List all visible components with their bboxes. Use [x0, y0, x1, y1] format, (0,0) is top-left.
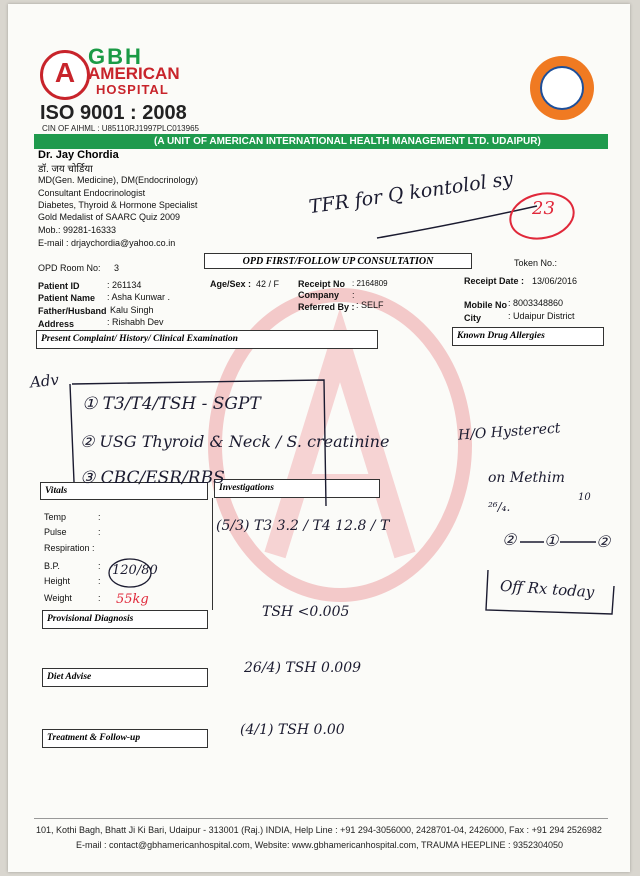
mobile-label: Mobile No [464, 300, 507, 310]
doctor-email: E-mail : drjaychordia@yahoo.co.in [38, 238, 176, 248]
brand-line-3: HOSPITAL [96, 82, 169, 97]
address-value: : Rishabh Dev [107, 317, 164, 327]
handwritten-weight: 55kg [116, 592, 149, 607]
hospital-logo: A [40, 50, 90, 100]
receipt-date-label: Receipt Date : [464, 276, 525, 286]
agesex-value: 42 / F [256, 279, 280, 289]
vital-colon: : [98, 593, 101, 603]
doctor-name-hindi: डॉ. जय चोर्डिया [38, 164, 93, 175]
section-complaint: Present Complaint/ History/ Clinical Examination [36, 330, 378, 349]
referred-value: : SELF [356, 300, 384, 310]
company-label: Company [298, 290, 340, 300]
city-value: : Udaipur District [508, 311, 575, 321]
section-treatment: Treatment & Follow-up [42, 729, 208, 748]
handwritten-history: H/O Hysterect [457, 420, 561, 444]
address-label: Address [38, 319, 75, 329]
opd-room-label: OPD Room No: [38, 263, 101, 273]
patient-name-value: : Asha Kunwar . [107, 292, 171, 302]
handwritten-investigation-1: (5/3) T3 3.2 / T4 12.8 / T [216, 518, 390, 534]
father-value: Kalu Singh [110, 305, 154, 315]
handwritten-dose-3: ② [596, 532, 611, 551]
opd-room-value: 3 [114, 263, 120, 273]
handwritten-dose-2: ① [544, 531, 559, 550]
handwritten-item-1: ① T3/T4/TSH - SGPT [82, 394, 261, 414]
brand-line-2: AMERICAN [88, 64, 180, 83]
handwritten-dose-line [518, 536, 598, 548]
vital-respiration-label: Respiration : [44, 543, 95, 553]
doctor-specialty: Diabetes, Thyroid & Hormone Specialist [38, 200, 198, 210]
vital-colon: : [98, 527, 101, 537]
vital-pulse-label: Pulse [44, 527, 67, 537]
handwritten-boxed-note: Off Rx today [499, 576, 595, 602]
cin-number: CIN OF AIHML : U85110RJ1997PLC013965 [42, 124, 199, 133]
doctor-qualification: MD(Gen. Medicine), DM(Endocrinology) [38, 175, 199, 185]
agesex-label: Age/Sex : [210, 279, 252, 289]
referred-label: Referred By : [298, 302, 355, 312]
section-provisional-diagnosis: Provisional Diagnosis [42, 610, 208, 629]
handwritten-dose-1: ② [502, 530, 517, 549]
token-label: Token No.: [514, 258, 558, 268]
company-value: : [352, 290, 355, 300]
section-diet-advise: Diet Advise [42, 668, 208, 687]
handwritten-medication: on Methim [488, 470, 565, 486]
handwritten-investigation-4: (4/1) TSH 0.00 [240, 722, 345, 738]
iso-certification: ISO 9001 : 2008 [40, 102, 187, 124]
handwritten-bp: 120/80 [112, 563, 158, 578]
receipt-date-value: 13/06/2016 [532, 276, 578, 286]
handwritten-note-top: TFR for Q kontolol sy [307, 167, 515, 219]
section-allergies: Known Drug Allergies [452, 327, 604, 346]
patient-id-value: : 261134 [107, 280, 142, 290]
handwritten-investigation-3: 26/4) TSH 0.009 [244, 660, 362, 676]
patient-name-label: Patient Name [38, 293, 96, 303]
vital-bp-label: B.P. [44, 561, 60, 571]
nabh-badge: NABH [530, 56, 594, 120]
city-label: City [464, 313, 482, 323]
hospital-banner: (A UNIT OF AMERICAN INTERNATIONAL HEALTH MANAGEMENT LTD. UDAIPUR) [34, 134, 608, 149]
handwritten-adv: Adv [29, 370, 60, 392]
handwritten-item-2: ② USG Thyroid & Neck / S. creatinine [80, 432, 390, 451]
footer-divider [34, 818, 608, 819]
father-label: Father/Husband [38, 306, 107, 316]
receipt-no-label: Receipt No [298, 279, 346, 289]
handwritten-date: ²⁶/₄. [488, 500, 511, 514]
form-title: OPD FIRST/FOLLOW UP CONSULTATION [204, 253, 472, 269]
vital-colon: : [98, 512, 101, 522]
doctor-mobile: Mob.: 99281-16333 [38, 225, 117, 235]
doctor-name: Dr. Jay Chordia [38, 149, 119, 161]
vital-weight-label: Weight [44, 593, 72, 603]
red-circle-number: 23 [532, 198, 555, 219]
mobile-value: : 8003348860 [508, 298, 564, 308]
vital-temp-label: Temp [44, 512, 67, 522]
patient-id-label: Patient ID [38, 281, 80, 291]
handwritten-investigation-2: TSH <0.005 [262, 604, 350, 620]
brand-line-1: GBH [88, 44, 143, 69]
doctor-designation: Consultant Endocrinologist [38, 188, 146, 198]
handwritten-item-3: ③ CBC/ESR/RBS [80, 468, 225, 488]
section-investigations: Investigations [214, 479, 380, 498]
doctor-award: Gold Medalist of SAARC Quiz 2009 [38, 212, 181, 222]
handwritten-dose: 10 [578, 492, 591, 503]
section-vitals: Vitals [40, 482, 208, 500]
vital-colon: : [98, 561, 101, 571]
footer-address: 101, Kothi Bagh, Bhatt Ji Ki Bari, Udaipur - 313001 (Raj.) INDIA, Help Line : +91 294-3056000, 2428701-04, 2426000, Fax : +91 294 2526982 [36, 825, 602, 835]
vital-colon: : [98, 576, 101, 586]
vital-height-label: Height [44, 576, 71, 586]
footer-contact: E-mail : contact@gbhamericanhospital.com, Website: www.gbhamericanhospital.com, TRAUMA HEEPLINE : 9352304050 [76, 840, 564, 850]
receipt-no-value: : 2164809 [352, 279, 388, 288]
